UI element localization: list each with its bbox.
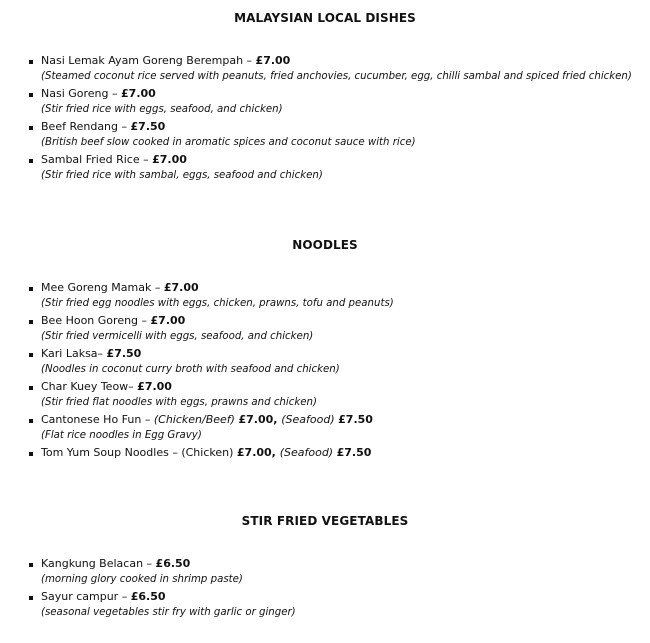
dish-name: Kangkung Belacan – xyxy=(41,557,156,570)
bullet-icon xyxy=(29,159,33,163)
bullet-icon xyxy=(29,126,33,130)
dish-price: £6.50 xyxy=(155,557,191,570)
dish-line xyxy=(41,445,394,461)
dish-description: (Stir fried vermicelli with eggs, seafood, and chicken) xyxy=(41,331,314,342)
list-item xyxy=(0,379,394,412)
bullet-icon xyxy=(29,386,33,390)
dish-name: Sambal Fried Rice – xyxy=(41,153,153,166)
dish-option: (Seafood) xyxy=(279,446,337,459)
dish-price: £7.00 xyxy=(137,380,172,393)
menu-list-noodles xyxy=(0,280,394,461)
menu-list-stir-fried-vegetables xyxy=(0,556,296,622)
dish-option: (Seafood) xyxy=(281,413,339,426)
dish-description: (Stir fried egg noodles with eggs, chicken, prawns, tofu and peanuts) xyxy=(41,298,394,309)
bullet-icon xyxy=(29,93,33,97)
dish-name: Mee Goreng Mamak – xyxy=(41,281,164,294)
dish-description: (Noodles in coconut curry broth with seafood and chicken) xyxy=(41,364,340,375)
dish-price: £7.50 xyxy=(336,446,372,459)
bullet-icon xyxy=(29,320,33,324)
menu-list-malaysian-local-dishes xyxy=(0,53,632,185)
dish-name: Sayur campur – xyxy=(41,590,131,603)
dish-line xyxy=(41,119,632,135)
dish-line xyxy=(41,589,296,605)
dish-price: £7.00, xyxy=(236,446,280,459)
dish-line xyxy=(41,152,632,168)
dish-price: £7.50 xyxy=(130,120,166,133)
dish-name: Char Kuey Teow– xyxy=(41,380,138,393)
bullet-icon xyxy=(29,287,33,291)
dish-description: (British beef slow cooked in aromatic spices and coconut sauce with rice) xyxy=(41,137,416,148)
dish-line xyxy=(41,379,394,395)
dish-line xyxy=(41,53,632,69)
dish-description: (Stir fried flat noodles with eggs, prawns and chicken) xyxy=(41,397,317,408)
list-item xyxy=(0,280,394,313)
dish-description: (Stir fried rice with sambal, eggs, seafood and chicken) xyxy=(41,170,323,181)
dish-line xyxy=(41,280,394,296)
dish-price: £7.00, xyxy=(238,413,282,426)
dish-price: £7.00 xyxy=(163,281,199,294)
dish-description: (Stir fried rice with eggs, seafood, and chicken) xyxy=(41,104,283,115)
bullet-icon xyxy=(29,419,33,423)
dish-name: Nasi Goreng – xyxy=(41,87,122,100)
section-title-noodles: NOODLES xyxy=(292,238,358,252)
dish-description: (morning glory cooked in shrimp paste) xyxy=(41,574,243,585)
dish-line xyxy=(41,313,394,329)
dish-price: £7.50 xyxy=(338,413,373,426)
list-item xyxy=(0,346,394,379)
dish-price: £6.50 xyxy=(130,590,166,603)
section-title-stir-fried-vegetables: STIR FRIED VEGETABLES xyxy=(241,514,409,528)
list-item xyxy=(0,412,394,445)
bullet-icon xyxy=(29,60,33,64)
dish-name: Nasi Lemak Ayam Goreng Berempah – xyxy=(41,54,256,67)
dish-line xyxy=(41,412,394,428)
dish-description: (Flat rice noodles in Egg Gravy) xyxy=(41,430,202,441)
dish-description: (seasonal vegetables stir fry with garlic or ginger) xyxy=(41,607,296,618)
dish-name: Kari Laksa– xyxy=(41,347,107,360)
dish-name: Beef Rendang – xyxy=(41,120,131,133)
dish-line xyxy=(41,86,632,102)
dish-price: £7.50 xyxy=(106,347,142,360)
bullet-icon xyxy=(29,596,33,600)
list-item xyxy=(0,119,632,152)
dish-price: £7.00 xyxy=(255,54,291,67)
bullet-icon xyxy=(29,563,33,567)
list-item xyxy=(0,86,632,119)
dish-price: £7.00 xyxy=(152,153,187,166)
dish-option: (Chicken) xyxy=(181,446,237,459)
list-item xyxy=(0,556,296,589)
list-item xyxy=(0,313,394,346)
list-item xyxy=(0,589,296,622)
dish-line xyxy=(41,346,394,362)
dish-option: (Chicken/Beef) xyxy=(153,413,239,426)
bullet-icon xyxy=(29,353,33,357)
dish-line xyxy=(41,556,296,572)
list-item xyxy=(0,53,632,86)
dish-price: £7.00 xyxy=(150,314,186,327)
list-item xyxy=(0,152,632,185)
dish-name: Tom Yum Soup Noodles – xyxy=(41,446,182,459)
section-title-malaysian-local-dishes: MALAYSIAN LOCAL DISHES xyxy=(234,11,416,25)
dish-price: £7.00 xyxy=(121,87,156,100)
dish-name: Bee Hoon Goreng – xyxy=(41,314,151,327)
dish-name: Cantonese Ho Fun – xyxy=(41,413,154,426)
dish-description: (Steamed coconut rice served with peanuts, fried anchovies, cucumber, egg, chilli sambal and spiced fried chicken) xyxy=(41,71,632,82)
bullet-icon xyxy=(29,452,33,456)
list-item xyxy=(0,445,394,461)
